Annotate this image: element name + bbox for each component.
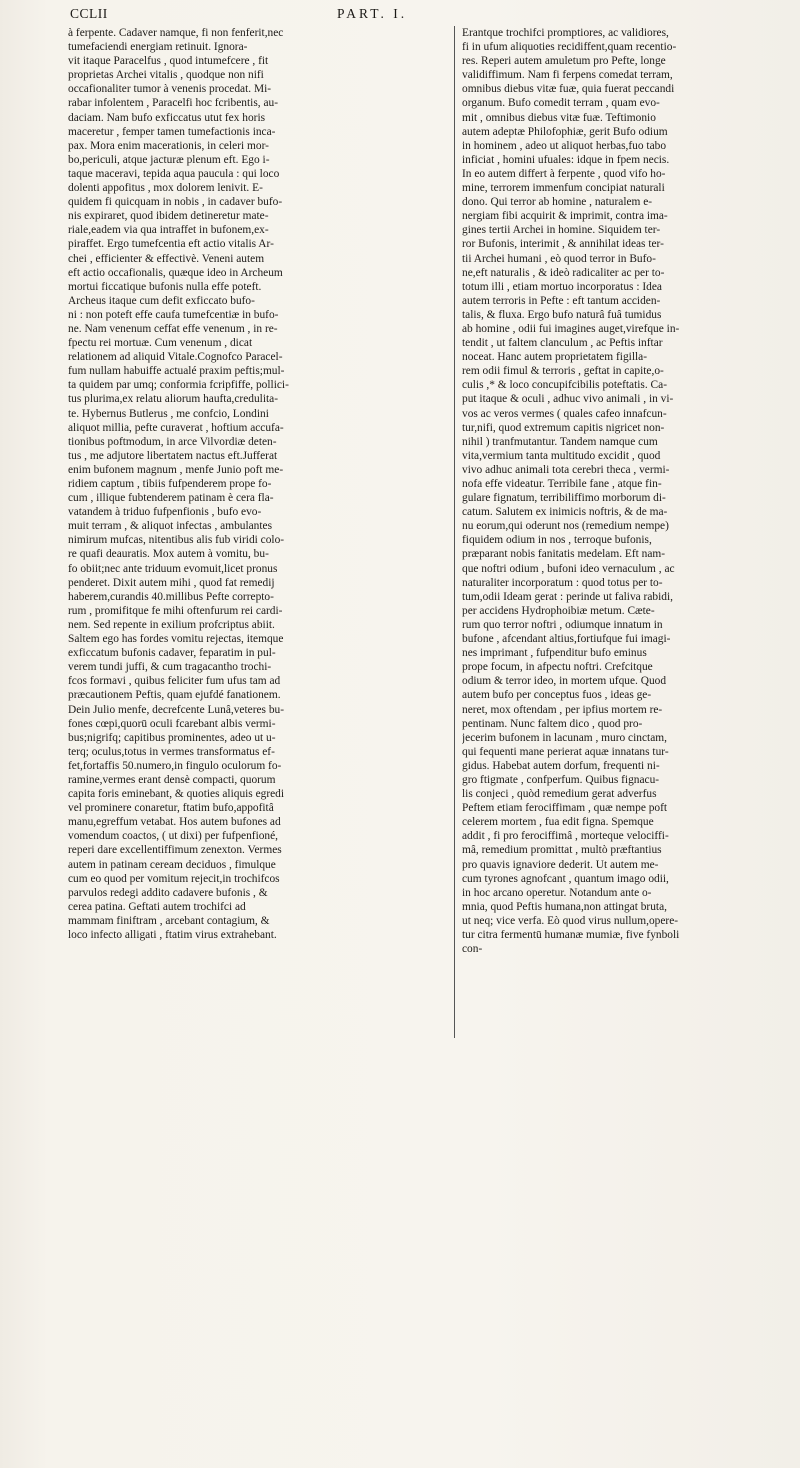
text-line: riale,eadem via qua intraffet in bufonem,ex- — [68, 224, 269, 237]
text-line: cum , illique fubtenderem patinam è cera fla- — [68, 492, 274, 505]
text-line: odium & terror ideo, in mortem ufque. Quod — [462, 675, 667, 688]
text-line: pentinam. Nunc faltem dico , quod pro- — [462, 717, 643, 730]
running-title: PART. I. — [337, 6, 408, 21]
text-line: præparant nobis fanitatis medelam. Eft nam- — [462, 548, 666, 561]
text-line: cerea patina. Geftati autem trochifci ad — [68, 900, 246, 913]
text-line: tur,nifi, quod extremum capitis nigricet non- — [462, 421, 665, 434]
text-line: aliquot millia, pefte curaverat , hoftium accufa- — [68, 421, 284, 434]
text-line: fones cœpi,quorū oculi fcarebant albis vermi- — [68, 717, 276, 730]
column-divider — [454, 26, 455, 1038]
text-line: fpectu rei mortuæ. Cum venenum , dicat — [68, 337, 253, 350]
text-line: Archeus itaque cum defit exficcato bufo- — [68, 294, 255, 307]
text-line: addit , fi pro ferociffimâ , morteque velociffi- — [462, 830, 669, 843]
text-line: qui fequenti mane perierat aquæ innatans tur- — [462, 745, 669, 758]
text-line: put itaque & oculi , adhuc vivo animali , in vi- — [462, 393, 674, 406]
text-line: bus;nigrifq; capitibus prominentes, adeo ut u- — [68, 731, 276, 744]
text-line: gro ftigmate , confperfum. Quibus fignacu- — [462, 773, 660, 786]
text-line: mit , omnibus diebus vitæ fuæ. Teftimonio — [462, 111, 656, 124]
text-line: terq; oculus,totus in vermes transformatus ef- — [68, 745, 275, 758]
text-line: In eo autem differt à ferpente , quod vifo ho- — [462, 167, 666, 180]
text-line: re quafi deauratis. Mox autem à vomitu, bu- — [68, 548, 269, 561]
text-line: fum nullam habuiffe actualé praxim peftis;mul- — [68, 365, 285, 378]
text-line: dono. Qui terror ab homine , naturalem e- — [462, 196, 653, 209]
text-line: rem odii fimul & terroris , geftat in capite,o- — [462, 365, 664, 378]
text-line: in hominem , adeo ut aliquot herbas,fuo tabo — [462, 139, 667, 152]
text-line: tum,odii Ideam gerat : perinde ut faliva rabidi, — [462, 590, 673, 603]
page-header — [0, 6, 800, 28]
text-line: tionibus poftmodum, in arce Vilvordiæ deten- — [68, 435, 277, 448]
text-line: vomendum coactos, ( ut dixi) per fufpenfioné, — [68, 830, 279, 843]
text-line: à ferpente. Cadaver namque, fi non fenferit,nec — [68, 27, 284, 39]
text-line: vel prominere conaretur, ftatim bufo,appofitâ — [68, 802, 274, 815]
text-line: te. Hybernus Butlerus , me confcio, Londini — [68, 407, 269, 420]
text-line: dolenti appofitus , mox dolorem lenivit. E- — [68, 182, 263, 195]
text-line: tumefaciendi energiam retinuit. Ignora- — [68, 41, 248, 54]
text-line: vit itaque Paracelfus , quod intumefcere , fit — [68, 55, 269, 68]
text-line: lis conjeci , quòd remedium gerat adverfus — [462, 788, 657, 801]
text-line: tus , me adjutore libertatem nactus eft.Jufferat — [68, 449, 278, 462]
text-line: tendit , ut faltem clanculum , ac Peftis inftar — [462, 337, 663, 350]
text-line: cum tyrones agnofcant , quantum imago odii, — [462, 872, 669, 885]
text-line: Dein Julio menfe, decrefcente Lunâ,veteres bu- — [68, 703, 285, 716]
text-line: in hoc arcano operetur. Notandum ante o- — [462, 886, 652, 899]
text-line: gulare fignatum, terribiliffimo morborum di- — [462, 492, 666, 505]
text-line: tur citra fermentū humanæ mumiæ, five fynboli — [462, 929, 680, 941]
text-line: bo,periculi, atque jacturæ plenum eft. Ego i- — [68, 153, 270, 166]
text-line: mine, terrorem immenfum concipiat naturali — [462, 182, 665, 195]
text-line: piraffet. Ergo tumefcentia eft actio vitalis Ar- — [68, 238, 274, 251]
text-line: omnibus diebus vitæ fuæ, quia fuerat peccandi — [462, 83, 675, 96]
text-line: totum illi , etiam mortuo incorporatus : Idea — [462, 280, 662, 293]
text-line: exficcatum bufonis cadaver, feparatim in pul- — [68, 647, 276, 660]
text-line: noceat. Hanc autem proprietatem figilla- — [462, 351, 648, 364]
text-line: præcautionem Peftis, quam ejufdé fanationem. — [68, 689, 281, 702]
text-line: autem bufo per conceptus fuos , ideas ge- — [462, 689, 652, 702]
text-line: res. Reperi autem amuletum pro Pefte, longe — [462, 55, 666, 68]
text-line: vatandem à triduo fufpenfionis , bufo evo- — [68, 506, 262, 519]
text-line: fcos formavi , quibus feliciter fum ufus tam ad — [68, 675, 281, 688]
text-line: manu,egreffum vetabat. Hos autem bufones ad — [68, 816, 281, 829]
text-line: autem terroris in Pefte : eft tantum acciden- — [462, 294, 661, 307]
text-line: mortui ficcatique bufonis nulla effe poteft. — [68, 280, 262, 293]
text-line: naturaliter incorporatum : quod totus per to- — [462, 576, 663, 589]
text-line: Saltem ego has fordes vomitu rejectas, itemque — [68, 633, 284, 646]
text-line: Peftem etiam ferociffimam , quæ nempe poft — [462, 802, 668, 815]
text-line: nes imprimant , fufpenditur bufo eminus — [462, 647, 647, 660]
text-line: organum. Bufo comedit terram , quam evo- — [462, 97, 660, 110]
text-line: nofa effe videatur. Terribile fane , atque fin- — [462, 478, 662, 490]
text-line: mammam finiftram , arcebant contagium, & — [68, 914, 270, 927]
text-line: ror Bufonis, interimit , & annihilat ideas ter- — [462, 238, 664, 251]
text-line: daciam. Nam bufo exficcatus utut fex horis — [68, 111, 266, 124]
text-line: gidus. Habebat autem dorfum, frequenti ni- — [462, 759, 660, 772]
text-line: eft actio occafionalis, quæque ideo in Archeum — [68, 266, 283, 279]
text-line: con- — [462, 943, 483, 956]
text-line: mnia, quod Peftis humana,non attingat bruta, — [462, 900, 667, 913]
text-line: enim bufonem magnum , menfe Junio poft me- — [68, 463, 284, 476]
text-line: fiquidem odium in nos , terroque bufonis, — [462, 534, 652, 547]
text-line: nu eorum,qui oderunt nos (remedium nempe) — [462, 520, 669, 533]
text-line: vita,vermium tanta multitudo excidit , quod — [462, 449, 661, 462]
text-line: validiffimum. Nam fi ferpens comedat terram, — [462, 69, 673, 82]
text-line: fet,fortaffis 50.numero,in fingulo oculorum fo- — [68, 759, 282, 772]
text-line: pax. Mora enim macerationis, in celeri mor- — [68, 139, 269, 152]
text-line: neret, mox oftendam , per ipfius mortem re- — [462, 703, 663, 716]
text-line: maceretur , femper tamen tumefactionis inca- — [68, 125, 276, 138]
text-line: haberem,curandis 40.millibus Pefte correpto- — [68, 590, 274, 603]
text-line: occafionaliter tumor à venenis procedat. Mi- — [68, 83, 272, 96]
text-line: parvulos redegi addito cadavere bufonis , & — [68, 886, 268, 899]
text-line: bufone , afcendant altius,fortiufque fui imagi- — [462, 633, 671, 646]
text-line: nihil ) tranfmutantur. Tandem namque cum — [462, 435, 658, 448]
left-text-column — [68, 26, 446, 942]
text-line: nem. Sed repente in exilium profcriptus abiit. — [68, 618, 275, 631]
text-line: ut neq; vice verfa. Eò quod virus nullum,opere- — [462, 914, 679, 927]
text-line: ne. Nam venenum ceffat effe venenum , in re- — [68, 322, 278, 335]
text-line: penderet. Dixit autem mihi , quod fat remedij — [68, 576, 275, 589]
text-line: celerem mortem , fua edit figna. Spemque — [462, 816, 654, 829]
text-line: loco infecto alligati , ftatim virus extrahebant. — [68, 929, 277, 941]
text-line: nimirum mufcas, nitentibus alis fub viridi colo- — [68, 534, 285, 547]
text-line: gines tertii Archei in homine. Siquidem ter- — [462, 224, 661, 237]
text-line: rum , promifitque fe mihi oftenfurum rei cardi- — [68, 604, 283, 617]
text-line: quidem fi quicquam in nobis , in cadaver bufo- — [68, 196, 283, 209]
text-line: jecerim bufonem in lacunam , muro cinctam, — [462, 731, 667, 744]
text-line: autem in patinam ceream deciduos , fimulque — [68, 858, 276, 871]
text-line: reperi dare excellentiffimum zenexton. Vermes — [68, 844, 282, 857]
text-line: ramine,vermes erant densè compacti, quorum — [68, 773, 276, 786]
text-line: catum. Salutem ex inimicis noftris, & de ma- — [462, 506, 668, 519]
text-line: pro quavis ignaviore dederit. Ut autem me- — [462, 858, 659, 871]
text-line: chei , efficienter & effectivè. Veneni autem — [68, 252, 265, 265]
right-text-column — [462, 26, 800, 956]
text-line: muit terram , & aliquot infectas , ambulantes — [68, 520, 273, 533]
text-line: nis expiraret, quod ibidem detineretur mate- — [68, 210, 269, 223]
text-line: relationem ad aliquid Vitale.Cognofco Paracel- — [68, 351, 283, 364]
page-number: CCLII — [70, 6, 108, 21]
text-line: capita foris eminebant, & quoties aliquis egredi — [68, 788, 285, 801]
text-line: ridiem captum , tibiis fufpenderem prope fo- — [68, 478, 272, 490]
text-line: mâ, remedium promittat , multò præftantius — [462, 844, 662, 857]
text-line: ta quidem par umq; conformia fcripfiffe, pollici- — [68, 379, 289, 392]
text-line: fo obiit;nec ante triduum evomuit,licet pronus — [68, 562, 278, 575]
text-line: inficiat , homini ufuales: idque in fpem necis. — [462, 153, 670, 166]
text-line: Erantque trochifci promptiores, ac validiores, — [462, 27, 669, 39]
text-line: per accidens Hydrophoibiæ metum. Cæte- — [462, 604, 655, 617]
text-line: rabar infolentem , Paracelfi hoc fcribentis, au- — [68, 97, 278, 110]
text-line: vivo adhuc animali tota cerebri theca , vermi- — [462, 463, 670, 476]
text-line: ne,eft naturalis , & ideò radicaliter ac per to- — [462, 266, 665, 279]
text-line: tii Archei humani , eò quod terror in Bufo- — [462, 252, 656, 265]
text-line: que noftri odium , bufoni ideo vernaculum , ac — [462, 562, 675, 575]
text-line: verem tundi juffi, & cum tragacantho trochi- — [68, 661, 272, 674]
text-line: nergiam fibi acquirit & imprimit, contra ima- — [462, 210, 668, 223]
text-line: vos ac veros vermes ( quales cafeo innafcun- — [462, 407, 667, 420]
text-line: prope focum, in afpectu noftri. Crefcitque — [462, 661, 653, 674]
text-line: rum quo terror noftri , odiumque innatum in — [462, 618, 663, 631]
text-line: tus plurima,ex relatu aliorum haufta,credulita- — [68, 393, 279, 406]
text-line: culis ,* & loco concupifcibilis poteftatis. Ca- — [462, 379, 667, 392]
text-line: proprietas Archei vitalis , quodque non nifi — [68, 69, 264, 82]
text-line: cum eo quod per vomitum rejecit,in trochifcos — [68, 872, 280, 885]
text-line: talis, & fluxa. Ergo bufo naturâ fuâ tumidus — [462, 308, 662, 321]
text-line: ab homine , odii fui imagines auget,virefque in- — [462, 322, 680, 335]
text-line: ni : non poteft effe caufa tumefcentiæ in bufo- — [68, 308, 279, 321]
text-line: fi in ufum aliquoties recidiffent,quam recentio- — [462, 41, 677, 54]
text-line: taque maceravi, tepida aqua paucula : qui loco — [68, 167, 280, 180]
text-line: autem adeptæ Philofophiæ, gerit Bufo odium — [462, 125, 668, 138]
